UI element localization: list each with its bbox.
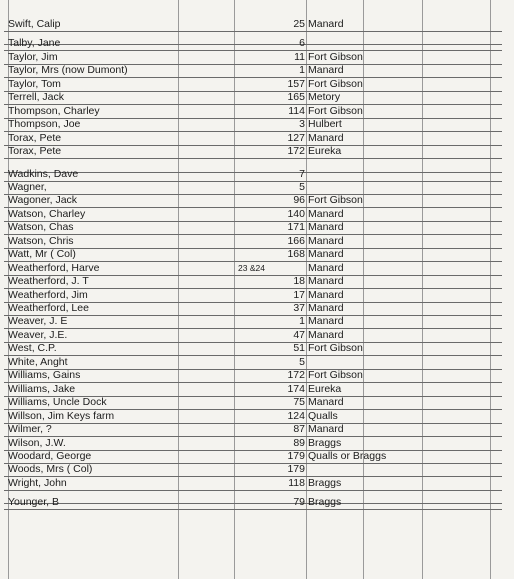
- place-cell: Braggs: [308, 496, 342, 509]
- name-cell: Younger, B: [8, 496, 59, 509]
- place-cell: Fort Gibson: [308, 194, 363, 207]
- place-cell: Qualls: [308, 409, 338, 422]
- table-row: [4, 194, 502, 208]
- place-cell: Eureka: [308, 382, 342, 395]
- number-cell: 47: [293, 328, 305, 341]
- number-cell: 79: [293, 496, 305, 509]
- table-row: [4, 105, 502, 119]
- table-row: [4, 64, 502, 78]
- number-cell: 179: [287, 449, 305, 462]
- number-cell: [234, 262, 305, 275]
- table-row: [4, 78, 502, 92]
- place-cell: Manard: [308, 234, 344, 247]
- place-cell: Braggs: [308, 436, 342, 449]
- number-cell: 157: [287, 77, 305, 90]
- number-cell: 172: [287, 369, 305, 382]
- place-cell: Manard: [308, 248, 344, 261]
- place-cell: [308, 181, 420, 194]
- table-row: [4, 168, 502, 182]
- place-cell: Manard: [308, 207, 344, 220]
- number-cell: 174: [287, 382, 305, 395]
- table-row: [4, 181, 502, 195]
- name-cell: Swift, Calip: [8, 18, 61, 30]
- place-cell: Fort Gibson: [308, 50, 363, 63]
- number-cell: 140: [287, 207, 305, 220]
- name-cell: Williams, Jake: [8, 382, 76, 395]
- number-cell: 25: [293, 18, 305, 30]
- name-cell: Weatherford, Jim: [8, 288, 88, 301]
- table-row: [4, 91, 502, 105]
- name-cell: Weatherford, Lee: [8, 302, 89, 314]
- table-row: [4, 18, 502, 32]
- number-cell: 3: [299, 118, 305, 131]
- name-cell: Weatherford, Harve: [8, 261, 100, 274]
- name-cell: Wilmer, ?: [8, 423, 52, 436]
- table-row: [4, 369, 502, 383]
- table-row: [4, 51, 502, 65]
- table-row: [4, 329, 502, 343]
- table-row: [4, 437, 502, 451]
- place-cell: Manard: [308, 275, 344, 288]
- name-cell: Watson, Chas: [8, 221, 74, 234]
- name-cell: West, C.P.: [8, 342, 57, 355]
- name-cell: Weaver, J. E: [8, 315, 68, 328]
- note-cell: 23 &24: [238, 262, 265, 273]
- name-cell: Talby, Jane: [8, 37, 61, 50]
- name-cell: Taylor, Tom: [8, 77, 61, 90]
- name-cell: Torax, Pete: [8, 131, 62, 144]
- name-cell: Thompson, Charley: [8, 104, 100, 117]
- table-row: [4, 463, 502, 477]
- place-cell: Manard: [308, 64, 344, 77]
- table-row: [4, 477, 502, 491]
- place-cell: Manard: [308, 302, 344, 314]
- name-cell: Watson, Chris: [8, 234, 74, 247]
- table-row: [4, 208, 502, 222]
- table-row: [4, 262, 502, 276]
- table-row: [4, 37, 502, 51]
- table-row: [4, 315, 502, 329]
- place-cell: [308, 37, 420, 50]
- number-cell: 96: [293, 194, 305, 207]
- number-cell: 5: [299, 180, 305, 193]
- table-row: [4, 132, 502, 146]
- table-row: [4, 145, 502, 159]
- place-cell: [308, 168, 420, 181]
- number-cell: 5: [299, 355, 305, 368]
- place-cell: Manard: [308, 396, 344, 409]
- place-cell: Braggs: [308, 476, 342, 489]
- name-cell: Terrell, Jack: [8, 91, 65, 104]
- place-cell: Manard: [308, 221, 344, 234]
- number-cell: 179: [287, 463, 305, 476]
- number-cell: 1: [299, 315, 305, 328]
- name-cell: Torax, Pete: [8, 145, 62, 158]
- table-row: [4, 450, 502, 464]
- name-cell: Thompson, Joe: [8, 118, 81, 131]
- table-row: [4, 221, 502, 235]
- number-cell: 124: [287, 409, 305, 422]
- number-cell: 51: [293, 342, 305, 355]
- table-row: [4, 118, 502, 132]
- place-cell: Manard: [308, 423, 344, 436]
- name-cell: Watt, Mr ( Col): [8, 248, 76, 261]
- table-row: [4, 302, 502, 316]
- name-cell: Wilson, J.W.: [8, 436, 66, 449]
- place-cell: Manard: [308, 315, 344, 328]
- table-row: [4, 423, 502, 437]
- table-row: [4, 383, 502, 397]
- place-cell: Manard: [308, 261, 344, 274]
- table-row: [4, 356, 502, 370]
- name-cell: Wagoner, Jack: [8, 194, 78, 207]
- name-cell: Taylor, Jim: [8, 50, 58, 63]
- number-cell: 168: [287, 248, 305, 261]
- place-cell: Fort Gibson: [308, 342, 363, 355]
- place-cell: Qualls or Braggs: [308, 449, 387, 462]
- number-cell: 37: [293, 302, 305, 314]
- name-cell: Taylor, Mrs (now Dumont): [8, 64, 128, 77]
- name-cell: Watson, Charley: [8, 207, 86, 220]
- name-cell: Weatherford, J. T: [8, 275, 89, 288]
- name-cell: Wagner,: [8, 180, 47, 193]
- table-row: [4, 496, 502, 510]
- number-cell: 166: [287, 234, 305, 247]
- table-row: [4, 342, 502, 356]
- place-cell: Fort Gibson: [308, 369, 363, 382]
- name-cell: Woods, Mrs ( Col): [8, 463, 93, 476]
- number-cell: 165: [287, 91, 305, 104]
- number-cell: 6: [299, 37, 305, 50]
- number-cell: 171: [287, 221, 305, 234]
- number-cell: 1: [299, 64, 305, 77]
- name-cell: Weaver, J.E.: [8, 328, 68, 341]
- number-cell: 11: [294, 50, 305, 63]
- table-row: [4, 248, 502, 262]
- place-cell: Eureka: [308, 145, 342, 158]
- number-cell: 17: [293, 288, 305, 301]
- table-row: [4, 289, 502, 303]
- place-cell: Metory: [308, 91, 341, 104]
- number-cell: 89: [293, 436, 305, 449]
- name-cell: Woodard, George: [8, 449, 92, 462]
- place-cell: Manard: [308, 18, 344, 30]
- place-cell: Fort Gibson: [308, 77, 363, 90]
- place-cell: [308, 356, 420, 369]
- place-cell: Fort Gibson: [308, 104, 363, 117]
- number-cell: 18: [293, 275, 305, 288]
- place-cell: Hulbert: [308, 118, 342, 131]
- name-cell: Williams, Uncle Dock: [8, 396, 107, 409]
- number-cell: 75: [293, 396, 305, 409]
- number-cell: 172: [287, 145, 305, 158]
- table-row: [4, 235, 502, 249]
- table-row: [4, 410, 502, 424]
- table-row: [4, 275, 502, 289]
- name-cell: White, Anght: [8, 355, 68, 368]
- place-cell: [308, 463, 420, 476]
- name-cell: Wadkins, Dave: [8, 167, 79, 180]
- number-cell: 127: [287, 131, 305, 144]
- table-row: [4, 396, 502, 410]
- place-cell: Manard: [308, 131, 344, 144]
- place-cell: Manard: [308, 288, 344, 301]
- name-cell: Williams, Gains: [8, 369, 81, 382]
- number-cell: 7: [299, 167, 305, 180]
- place-cell: Manard: [308, 328, 344, 341]
- name-cell: Wright, John: [8, 476, 67, 489]
- number-cell: 114: [288, 104, 305, 117]
- number-cell: 87: [293, 423, 305, 436]
- number-cell: 118: [288, 476, 305, 489]
- name-cell: Willson, Jim Keys farm: [8, 409, 115, 422]
